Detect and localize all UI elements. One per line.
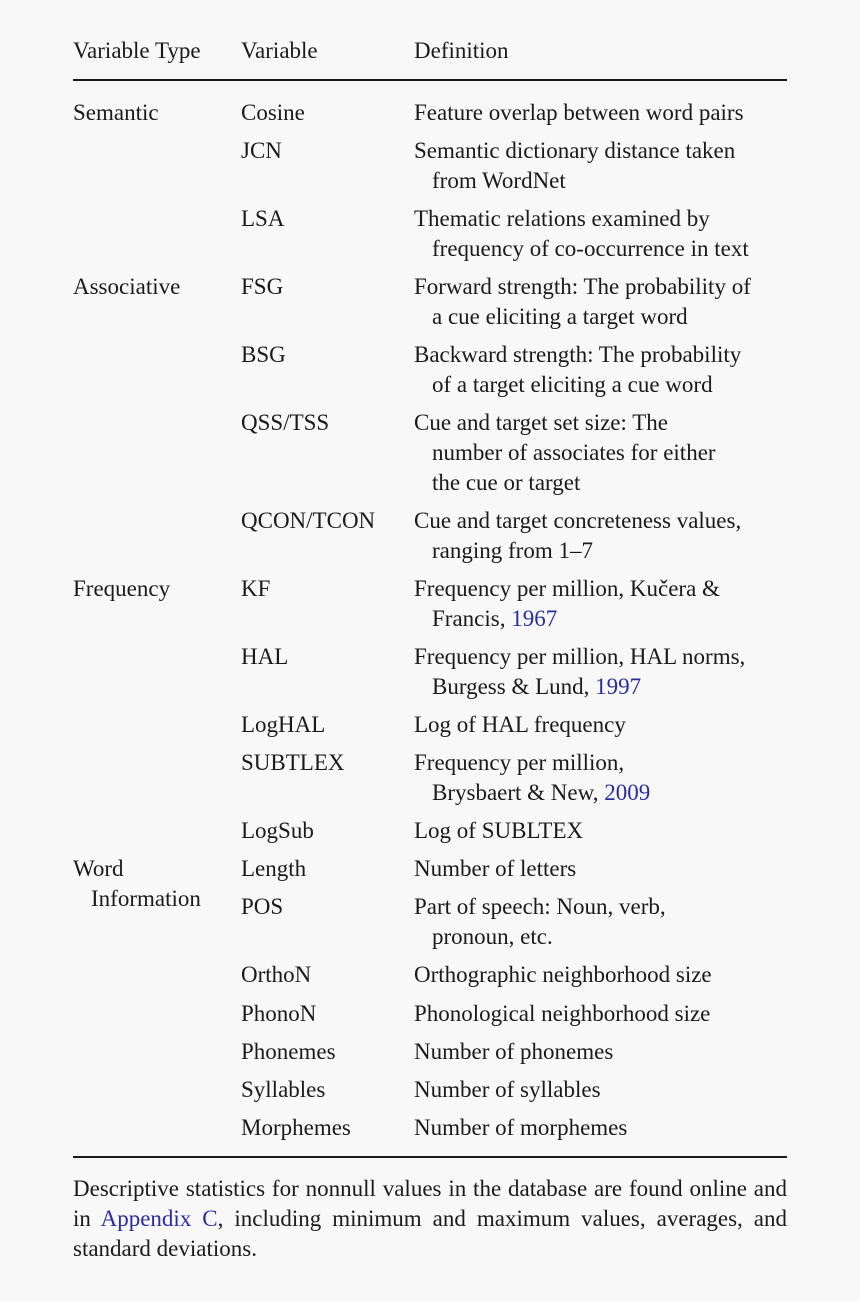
variable-cell: Morphemes (241, 1115, 351, 1140)
variable-cell: Phonemes (241, 1039, 336, 1064)
variable-cell: Length (241, 856, 307, 881)
definition-cell-cont: of a target eliciting a cue word (432, 372, 713, 397)
variable-cell: Syllables (241, 1077, 326, 1102)
header-variable-type: Variable Type (73, 38, 201, 63)
definition-cell: Number of morphemes (414, 1115, 628, 1140)
citation-link-2009[interactable]: 2009 (604, 780, 651, 805)
definition-cell: Phonological neighborhood size (414, 1001, 711, 1026)
definition-cell-cont: number of associates for either (432, 440, 716, 465)
variable-cell: FSG (241, 274, 284, 299)
definition-cell-cont: frequency of co-occurrence in text (432, 236, 749, 261)
definition-cell: Log of SUBLTEX (414, 818, 584, 843)
definition-cell: Frequency per million, (414, 750, 625, 775)
definition-cell: Number of syllables (414, 1077, 601, 1102)
definition-cell: Frequency per million, Kučera & (414, 576, 720, 601)
definition-cell-cont: Francis, 1967 (432, 606, 558, 631)
variable-cell: Cosine (241, 100, 305, 125)
citation-link-1967[interactable]: 1967 (511, 606, 558, 631)
variable-cell: JCN (241, 138, 282, 163)
definition-cell-cont: Brysbaert & New, 2009 (432, 780, 651, 805)
definition-cell-cont: a cue eliciting a target word (432, 304, 688, 329)
variable-cell: SUBTLEX (241, 750, 345, 775)
definition-cell: Feature overlap between word pairs (414, 100, 744, 125)
variable-cell: QSS/TSS (241, 410, 330, 435)
variable-cell: LogHAL (241, 712, 326, 737)
definition-cell: Thematic relations examined by (414, 206, 710, 231)
definition-cell-cont: Burgess & Lund, 1997 (432, 674, 642, 699)
table-note: Descriptive statistics for nonnull values in the database are found online and in Appendix C, including minimum and maximum values, averages, and standard deviations. (73, 1176, 788, 1261)
type-word: Word (73, 856, 124, 881)
definition-cell: Number of letters (414, 856, 577, 881)
definition-cell: Part of speech: Noun, verb, (414, 894, 666, 919)
type-semantic: Semantic (73, 100, 159, 125)
type-associative: Associative (73, 274, 181, 299)
citation-link-1997[interactable]: 1997 (595, 674, 642, 699)
definition-cell: Log of HAL frequency (414, 712, 626, 737)
appendix-c-link[interactable]: Appendix C (100, 1206, 218, 1231)
definition-cell: Backward strength: The probability (414, 342, 742, 367)
definition-cell: Forward strength: The probability of (414, 274, 751, 299)
definition-cell-cont: from WordNet (432, 168, 566, 193)
type-information: Information (91, 886, 201, 911)
variable-cell: POS (241, 894, 284, 919)
type-frequency: Frequency (73, 576, 171, 601)
definition-cell-cont: ranging from 1–7 (432, 538, 593, 563)
variable-cell: OrthoN (241, 962, 312, 987)
definition-cell-cont: the cue or target (432, 470, 581, 495)
header-rule (73, 79, 787, 81)
variable-cell: PhonoN (241, 1001, 317, 1026)
definition-cell-cont: pronoun, etc. (432, 924, 553, 949)
header-variable: Variable (241, 38, 318, 63)
variable-cell: KF (241, 576, 271, 601)
definition-cell: Number of phonemes (414, 1039, 614, 1064)
definition-cell: Cue and target concreteness values, (414, 508, 742, 533)
definition-cell: Orthographic neighborhood size (414, 962, 712, 987)
footer-rule (73, 1156, 787, 1158)
definition-cell: Semantic dictionary distance taken (414, 138, 736, 163)
variable-cell: BSG (241, 342, 286, 367)
definition-cell: Frequency per million, HAL norms, (414, 644, 746, 669)
variable-cell: QCON/TCON (241, 508, 376, 533)
header-definition: Definition (414, 38, 509, 63)
variable-cell: LSA (241, 206, 285, 231)
variable-cell: HAL (241, 644, 289, 669)
variable-cell: LogSub (241, 818, 314, 843)
definition-cell: Cue and target set size: The (414, 410, 668, 435)
